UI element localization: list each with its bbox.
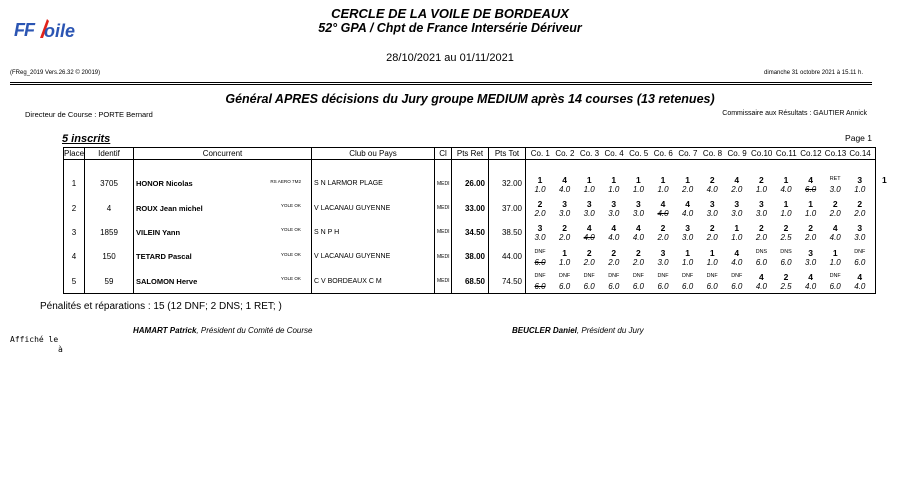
race-points: 1.0 — [632, 184, 644, 194]
col-race: Co.13 — [824, 149, 847, 158]
col-race: Co. 6 — [653, 149, 673, 158]
table-row — [64, 245, 876, 269]
race-points: 2.0 — [682, 184, 694, 194]
pts-ret-cell: 38.00 — [452, 245, 489, 269]
registered-count: 5 inscrits — [62, 133, 111, 145]
race-rank: DNF — [559, 273, 571, 280]
race-rank: 1 — [537, 174, 543, 185]
club-name: CERCLE DE LA VOILE DE BORDEAUX — [331, 6, 569, 21]
race-rank: 1 — [685, 247, 690, 258]
race-rank: 3 — [537, 223, 543, 234]
col-race: Co.14 — [849, 149, 871, 158]
race-rank: DNF — [583, 273, 595, 280]
race-points: 3.0 — [559, 208, 571, 218]
table-header — [64, 148, 876, 160]
race-rank: 4 — [685, 198, 690, 209]
race-scores-cell — [526, 245, 876, 269]
race-rank: 2 — [783, 272, 789, 283]
competitor-cell — [134, 220, 312, 244]
race-points: 6.0 — [583, 282, 595, 292]
race-scores-cell — [526, 196, 876, 220]
race-rank: 3 — [759, 198, 764, 209]
race-rank: 3 — [709, 198, 715, 209]
race-points: 4.0 — [632, 233, 644, 243]
race-points: 3.0 — [657, 257, 669, 267]
race-rank: 1 — [783, 174, 789, 185]
place-cell: 5 — [64, 269, 85, 293]
col-class: Cl — [435, 148, 452, 160]
race-points: 1.0 — [731, 233, 743, 243]
class-cell: MEDI — [435, 220, 452, 244]
col-race: Co. 1 — [530, 149, 550, 158]
competitor-cell — [134, 172, 312, 196]
place-cell: 3 — [64, 220, 85, 244]
race-points: 2.5 — [780, 282, 792, 292]
race-rank: 3 — [857, 174, 863, 185]
race-rank: 2 — [586, 247, 592, 258]
race-points: 2.0 — [583, 257, 595, 267]
event-dates: 28/10/2021 au 01/11/2021 — [386, 52, 514, 64]
race-rank: 1 — [783, 198, 789, 209]
pts-ret-cell: 33.00 — [452, 196, 489, 220]
race-rank: 4 — [734, 247, 740, 258]
penalties-summary: Pénalités et réparations : 15 (12 DNF; 2 DNS; 1 RET; ) — [40, 301, 282, 312]
boat-category: YOLE OK — [280, 227, 301, 233]
race-points: 2.0 — [755, 233, 767, 243]
race-points: 3.0 — [805, 257, 817, 267]
race-rank: 1 — [832, 247, 838, 258]
col-pts-ret: Pts Ret — [452, 148, 489, 160]
page-number: Page 1 — [845, 133, 872, 143]
race-rank: 4 — [832, 223, 838, 234]
race-rank: 2 — [537, 198, 543, 209]
race-rank: DNF — [682, 273, 694, 280]
club-cell: S N LARMOR PLAGE — [312, 172, 435, 196]
race-points: 4.0 — [706, 184, 718, 194]
identif-cell: 3705 — [85, 172, 134, 196]
race-points: 4.0 — [805, 282, 817, 292]
col-pts-tot: Pts Tot — [489, 148, 526, 160]
race-director: Directeur de Course : PORTE Bernard — [25, 110, 153, 119]
boat-category: RS AERO 7M2 — [270, 178, 301, 184]
col-identif: Identif — [85, 148, 134, 160]
race-rank: 2 — [832, 198, 838, 209]
col-place: Place — [64, 149, 85, 158]
race-scores-cell — [526, 172, 887, 196]
race-points: 2.0 — [805, 233, 817, 243]
col-race: Co. 2 — [555, 149, 575, 158]
race-rank: 3 — [734, 198, 740, 209]
identif-cell: 4 — [85, 196, 134, 220]
race-points: 2.0 — [632, 257, 644, 267]
race-points: 1.0 — [559, 257, 571, 267]
race-rank: 3 — [562, 198, 567, 209]
col-race: Co.12 — [800, 149, 822, 158]
pts-ret-cell: 26.00 — [452, 172, 489, 196]
divider — [10, 82, 872, 83]
race-points: 6.0 — [534, 257, 546, 267]
race-rank: 2 — [611, 247, 617, 258]
race-points: 4.0 — [559, 184, 571, 194]
race-points: 1.0 — [805, 208, 817, 218]
boat-category: YOLE OK — [280, 202, 301, 208]
col-races — [526, 148, 876, 160]
race-rank: 2 — [709, 223, 715, 234]
competitor-name: ROUX Jean michel — [136, 203, 203, 213]
race-rank: 4 — [562, 174, 567, 185]
signature-name: HAMART Patrick — [133, 326, 197, 335]
race-rank: 3 — [660, 247, 666, 258]
race-rank: 3 — [636, 198, 641, 209]
race-points: 6.0 — [829, 282, 841, 292]
pts-tot-cell: 37.00 — [489, 196, 526, 220]
posted-stamp — [10, 335, 63, 355]
signature-name: BEUCLER Daniel — [512, 326, 577, 335]
signature-race-committee — [133, 326, 312, 335]
col-competitor: Concurrent — [134, 148, 312, 160]
race-points: 3.0 — [854, 233, 866, 243]
identif-cell: 1859 — [85, 220, 134, 244]
race-rank: 4 — [660, 198, 666, 209]
club-cell: V LACANAU GUYENNE — [312, 245, 435, 269]
signature-role: , Président du Jury — [576, 326, 644, 335]
col-race: Co. 5 — [629, 149, 649, 158]
place-cell: 1 — [64, 172, 85, 196]
race-rank: 2 — [759, 223, 764, 234]
competitor-cell — [134, 245, 312, 269]
boat-category: YOLE OK — [280, 276, 301, 282]
race-rank: RET — [829, 175, 841, 182]
race-points: 2.0 — [829, 208, 841, 218]
race-points: 1.0 — [706, 257, 718, 267]
race-rank: 3 — [685, 223, 690, 234]
table-row — [64, 220, 876, 244]
race-rank: 1 — [808, 198, 813, 209]
race-points: 6.0 — [632, 282, 644, 292]
race-points: 3.0 — [755, 208, 767, 218]
race-rank: DNF — [706, 273, 718, 280]
race-points: 6.0 — [805, 184, 817, 194]
race-rank: DNF — [854, 248, 866, 255]
boat-category: YOLE OK — [280, 251, 301, 257]
race-rank: 4 — [857, 272, 863, 283]
logo-voile-text: oile — [44, 21, 76, 41]
race-rank: 1 — [709, 247, 715, 258]
logo-ff-text: FF — [14, 20, 34, 40]
race-rank: DNF — [829, 273, 841, 280]
signature-jury — [512, 326, 644, 335]
race-points: 6.0 — [682, 282, 694, 292]
table-row — [64, 269, 876, 293]
pts-tot-cell: 44.00 — [489, 245, 526, 269]
race-points: 2.0 — [854, 208, 866, 218]
results-commissioner: Commissaire aux Résultats : GAUTIER Annick — [722, 110, 867, 117]
race-rank: 1 — [660, 174, 666, 185]
race-points: 3.0 — [706, 208, 718, 218]
race-points: 2.0 — [608, 257, 620, 267]
race-points: 2.0 — [657, 233, 669, 243]
race-points: 4.0 — [854, 282, 866, 292]
club-cell: V LACANAU GUYENNE — [312, 196, 435, 220]
col-race: Co. 3 — [579, 149, 600, 158]
col-race: Co.10 — [751, 149, 773, 158]
software-version: (FReg_2019 Vers.26.32 © 20019) — [10, 70, 101, 76]
spacer-row — [64, 160, 876, 172]
race-rank: DNS — [755, 248, 768, 255]
race-points: 3.0 — [829, 184, 841, 194]
race-points: 2.0 — [731, 184, 743, 194]
competitor-name: SALOMON Herve — [136, 276, 198, 286]
pts-tot-cell: 38.50 — [489, 220, 526, 244]
race-rank: 1 — [586, 174, 592, 185]
race-points: 3.0 — [534, 233, 546, 243]
race-scores-cell — [526, 269, 876, 293]
race-points: 4.0 — [682, 208, 694, 218]
race-points: 2.0 — [706, 233, 718, 243]
col-race: Co. 8 — [702, 149, 723, 158]
race-rank: 1 — [562, 247, 567, 258]
race-rank: 4 — [808, 174, 813, 185]
divider — [10, 84, 872, 85]
competitor-name: TETARD Pascal — [136, 252, 192, 262]
race-rank: 2 — [759, 174, 764, 185]
race-rank: 4 — [808, 272, 813, 283]
race-rank: 1 — [611, 174, 617, 185]
col-club: Club ou Pays — [312, 148, 435, 160]
col-race: Co. 9 — [727, 149, 747, 158]
class-cell: MEDI — [435, 196, 452, 220]
race-points: 6.0 — [780, 257, 792, 267]
print-date: dimanche 31 octobre 2021 à 15.11 h. — [764, 70, 863, 76]
race-points: 2.5 — [780, 233, 792, 243]
race-rank: DNF — [731, 273, 743, 280]
race-points: 4.0 — [608, 233, 620, 243]
race-points: 4.0 — [829, 233, 841, 243]
race-rank: 2 — [857, 198, 863, 209]
posted-date-label: Affiché le — [10, 335, 59, 344]
race-scores-cell — [526, 220, 876, 244]
race-points: 4.0 — [755, 282, 767, 292]
race-rank: DNS — [780, 248, 792, 255]
signature-role: , Président du Comité de Course — [196, 326, 313, 335]
race-points: 1.0 — [829, 257, 841, 267]
race-rank: 4 — [611, 223, 617, 234]
race-points: 1.0 — [682, 257, 694, 267]
pts-tot-cell: 74.50 — [489, 269, 526, 293]
race-rank: 4 — [734, 174, 740, 185]
race-rank: 1 — [734, 223, 740, 234]
race-points: 6.0 — [534, 282, 546, 292]
pts-tot-cell: 32.00 — [489, 172, 526, 196]
race-rank: 4 — [636, 223, 641, 234]
club-cell: S N P H — [312, 220, 435, 244]
race-rank: 3 — [586, 198, 592, 209]
club-cell: C V BORDEAUX C M — [312, 269, 435, 293]
competitor-cell — [134, 196, 312, 220]
race-rank: 1 — [882, 174, 887, 185]
race-points: 1.0 — [583, 184, 595, 194]
place-cell: 2 — [64, 196, 85, 220]
competitor-name: VILEIN Yann — [136, 227, 181, 237]
race-points: 1.0 — [608, 184, 620, 194]
race-points: 3.0 — [608, 208, 620, 218]
race-points: 4.0 — [657, 208, 669, 218]
race-points: 6.0 — [854, 257, 866, 267]
race-rank: 2 — [562, 223, 567, 234]
race-points: 1.0 — [755, 184, 767, 194]
race-points: 3.0 — [632, 208, 644, 218]
race-points: 2.0 — [534, 208, 546, 218]
race-rank: DNF — [632, 273, 644, 280]
race-rank: 4 — [586, 223, 592, 234]
race-rank: 3 — [808, 247, 813, 258]
race-rank: 2 — [709, 174, 715, 185]
race-points: 6.0 — [559, 282, 571, 292]
place-cell: 4 — [64, 245, 85, 269]
race-points: 3.0 — [731, 208, 743, 218]
race-rank: 3 — [611, 198, 617, 209]
race-points: 1.0 — [657, 184, 669, 194]
race-rank: 2 — [636, 247, 641, 258]
col-race: Co. 7 — [678, 149, 698, 158]
class-cell: MEDI — [435, 172, 452, 196]
race-points: 1.0 — [854, 184, 866, 194]
race-points: 3.0 — [583, 208, 595, 218]
race-rank: 2 — [808, 223, 813, 234]
race-rank: DNF — [657, 273, 669, 280]
race-points: 4.0 — [583, 233, 595, 243]
competitor-cell — [134, 269, 312, 293]
identif-cell: 150 — [85, 245, 134, 269]
race-points: 6.0 — [608, 282, 620, 292]
race-points: 6.0 — [706, 282, 718, 292]
results-title: Général APRES décisions du Jury groupe MEDIUM après 14 courses (13 retenues) — [225, 92, 715, 106]
race-points: 6.0 — [657, 282, 669, 292]
posted-time-label: à — [58, 345, 63, 354]
race-rank: DNF — [534, 248, 546, 255]
class-cell: MEDI — [435, 269, 452, 293]
pts-ret-cell: 34.50 — [452, 220, 489, 244]
table-row — [64, 196, 876, 220]
race-points: 4.0 — [731, 257, 743, 267]
identif-cell: 59 — [85, 269, 134, 293]
col-race: Co.11 — [775, 149, 797, 158]
race-points: 1.0 — [780, 208, 792, 218]
results-table — [63, 147, 887, 294]
event-name: 52° GPA / Chpt de France Intersérie Dériveur — [318, 21, 582, 35]
race-rank: 1 — [685, 174, 690, 185]
race-points: 3.0 — [682, 233, 694, 243]
race-points: 1.0 — [534, 184, 546, 194]
race-rank: 2 — [660, 223, 666, 234]
race-rank: 1 — [636, 174, 641, 185]
class-cell: MEDI — [435, 245, 452, 269]
race-points: 2.0 — [559, 233, 571, 243]
race-rank: DNF — [534, 273, 546, 280]
competitor-name: HONOR Nicolas — [136, 179, 193, 189]
col-race: Co. 4 — [604, 149, 624, 158]
race-rank: 2 — [783, 223, 789, 234]
race-rank: 3 — [857, 223, 863, 234]
race-rank: DNF — [608, 273, 620, 280]
race-rank: 4 — [759, 272, 764, 283]
pts-ret-cell: 68.50 — [452, 269, 489, 293]
race-points: 6.0 — [755, 257, 767, 267]
race-points: 6.0 — [731, 282, 743, 292]
table-row — [64, 172, 876, 196]
race-points: 4.0 — [780, 184, 792, 194]
